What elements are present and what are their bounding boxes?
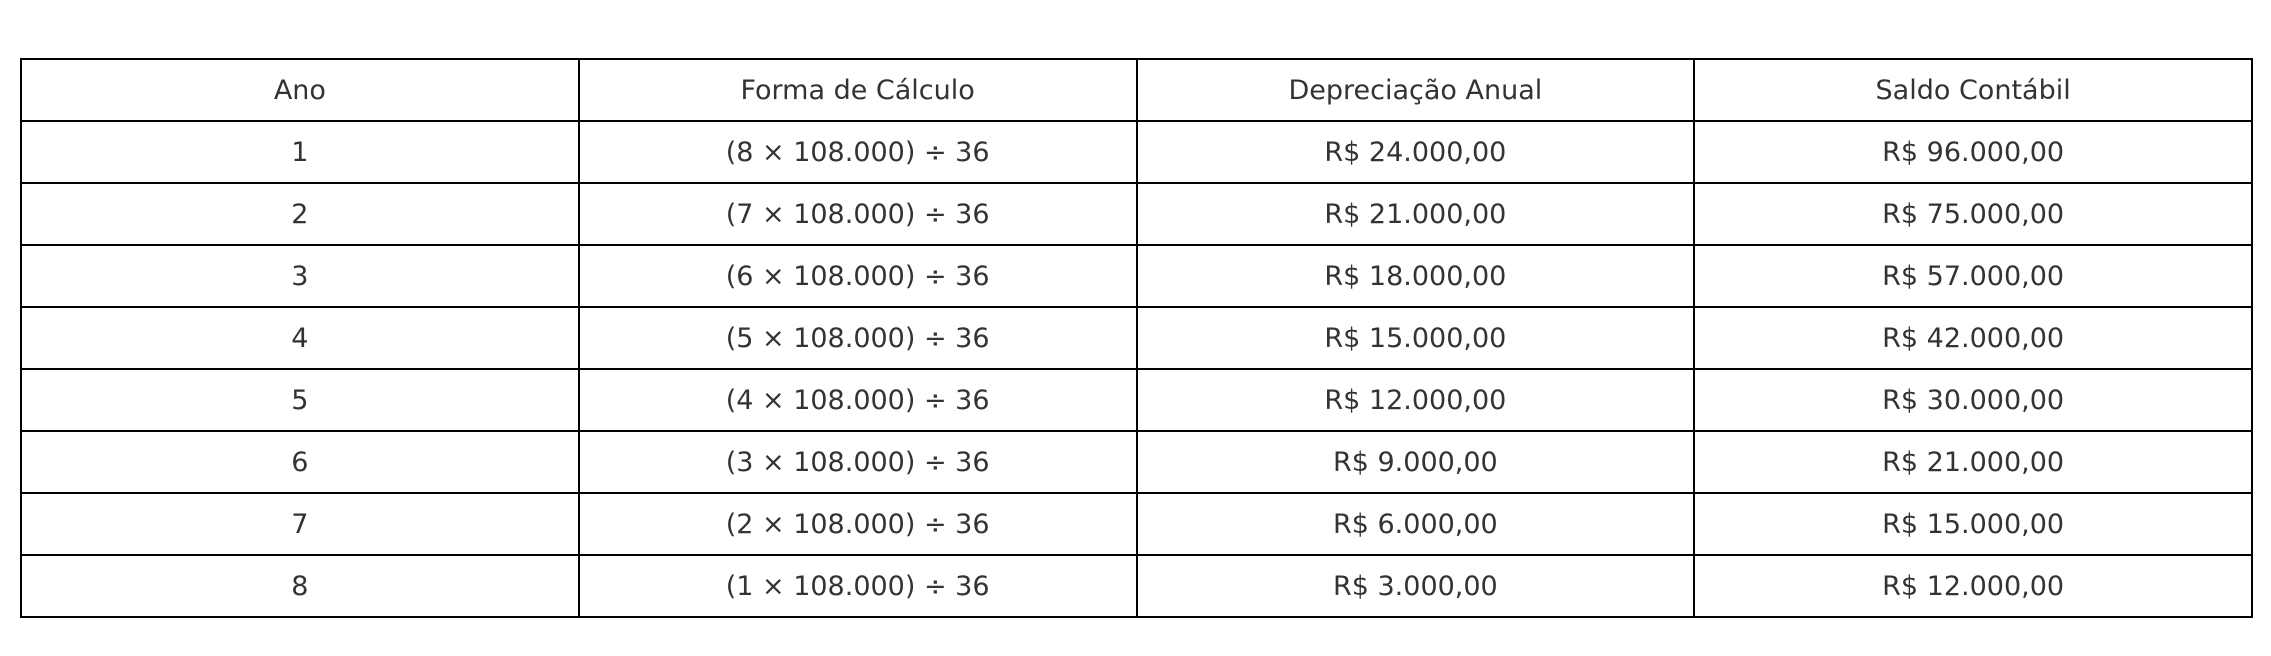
cell-forma-de-calculo: (2 × 108.000) ÷ 36 bbox=[579, 493, 1137, 555]
cell-saldo-contabil: R$ 75.000,00 bbox=[1694, 183, 2252, 245]
table-row bbox=[21, 121, 2252, 183]
depreciation-table bbox=[20, 58, 2253, 618]
cell-saldo-contabil: R$ 96.000,00 bbox=[1694, 121, 2252, 183]
cell-forma-de-calculo: (8 × 108.000) ÷ 36 bbox=[579, 121, 1137, 183]
table-row bbox=[21, 555, 2252, 617]
cell-forma-de-calculo: (4 × 108.000) ÷ 36 bbox=[579, 369, 1137, 431]
table-row bbox=[21, 307, 2252, 369]
cell-saldo-contabil: R$ 15.000,00 bbox=[1694, 493, 2252, 555]
cell-ano: 6 bbox=[21, 431, 579, 493]
cell-forma-de-calculo: (1 × 108.000) ÷ 36 bbox=[579, 555, 1137, 617]
cell-forma-de-calculo: (6 × 108.000) ÷ 36 bbox=[579, 245, 1137, 307]
cell-ano: 8 bbox=[21, 555, 579, 617]
cell-ano: 2 bbox=[21, 183, 579, 245]
cell-forma-de-calculo: (7 × 108.000) ÷ 36 bbox=[579, 183, 1137, 245]
cell-depreciacao-anual: R$ 12.000,00 bbox=[1137, 369, 1695, 431]
column-header-ano: Ano bbox=[21, 59, 579, 121]
depreciation-table-container bbox=[20, 58, 2253, 618]
cell-saldo-contabil: R$ 21.000,00 bbox=[1694, 431, 2252, 493]
cell-depreciacao-anual: R$ 15.000,00 bbox=[1137, 307, 1695, 369]
cell-forma-de-calculo: (3 × 108.000) ÷ 36 bbox=[579, 431, 1137, 493]
table-row bbox=[21, 369, 2252, 431]
cell-saldo-contabil: R$ 57.000,00 bbox=[1694, 245, 2252, 307]
cell-ano: 1 bbox=[21, 121, 579, 183]
cell-ano: 3 bbox=[21, 245, 579, 307]
cell-depreciacao-anual: R$ 6.000,00 bbox=[1137, 493, 1695, 555]
cell-ano: 7 bbox=[21, 493, 579, 555]
table-header bbox=[21, 59, 2252, 121]
table-row bbox=[21, 183, 2252, 245]
table-row bbox=[21, 431, 2252, 493]
cell-ano: 4 bbox=[21, 307, 579, 369]
cell-depreciacao-anual: R$ 9.000,00 bbox=[1137, 431, 1695, 493]
cell-depreciacao-anual: R$ 24.000,00 bbox=[1137, 121, 1695, 183]
cell-saldo-contabil: R$ 12.000,00 bbox=[1694, 555, 2252, 617]
table-body bbox=[21, 121, 2252, 617]
table-row bbox=[21, 245, 2252, 307]
cell-saldo-contabil: R$ 42.000,00 bbox=[1694, 307, 2252, 369]
cell-forma-de-calculo: (5 × 108.000) ÷ 36 bbox=[579, 307, 1137, 369]
cell-depreciacao-anual: R$ 21.000,00 bbox=[1137, 183, 1695, 245]
cell-depreciacao-anual: R$ 18.000,00 bbox=[1137, 245, 1695, 307]
column-header-forma-de-calculo: Forma de Cálculo bbox=[579, 59, 1137, 121]
cell-depreciacao-anual: R$ 3.000,00 bbox=[1137, 555, 1695, 617]
header-row bbox=[21, 59, 2252, 121]
cell-saldo-contabil: R$ 30.000,00 bbox=[1694, 369, 2252, 431]
table-row bbox=[21, 493, 2252, 555]
cell-ano: 5 bbox=[21, 369, 579, 431]
column-header-saldo-contabil: Saldo Contábil bbox=[1694, 59, 2252, 121]
column-header-depreciacao-anual: Depreciação Anual bbox=[1137, 59, 1695, 121]
